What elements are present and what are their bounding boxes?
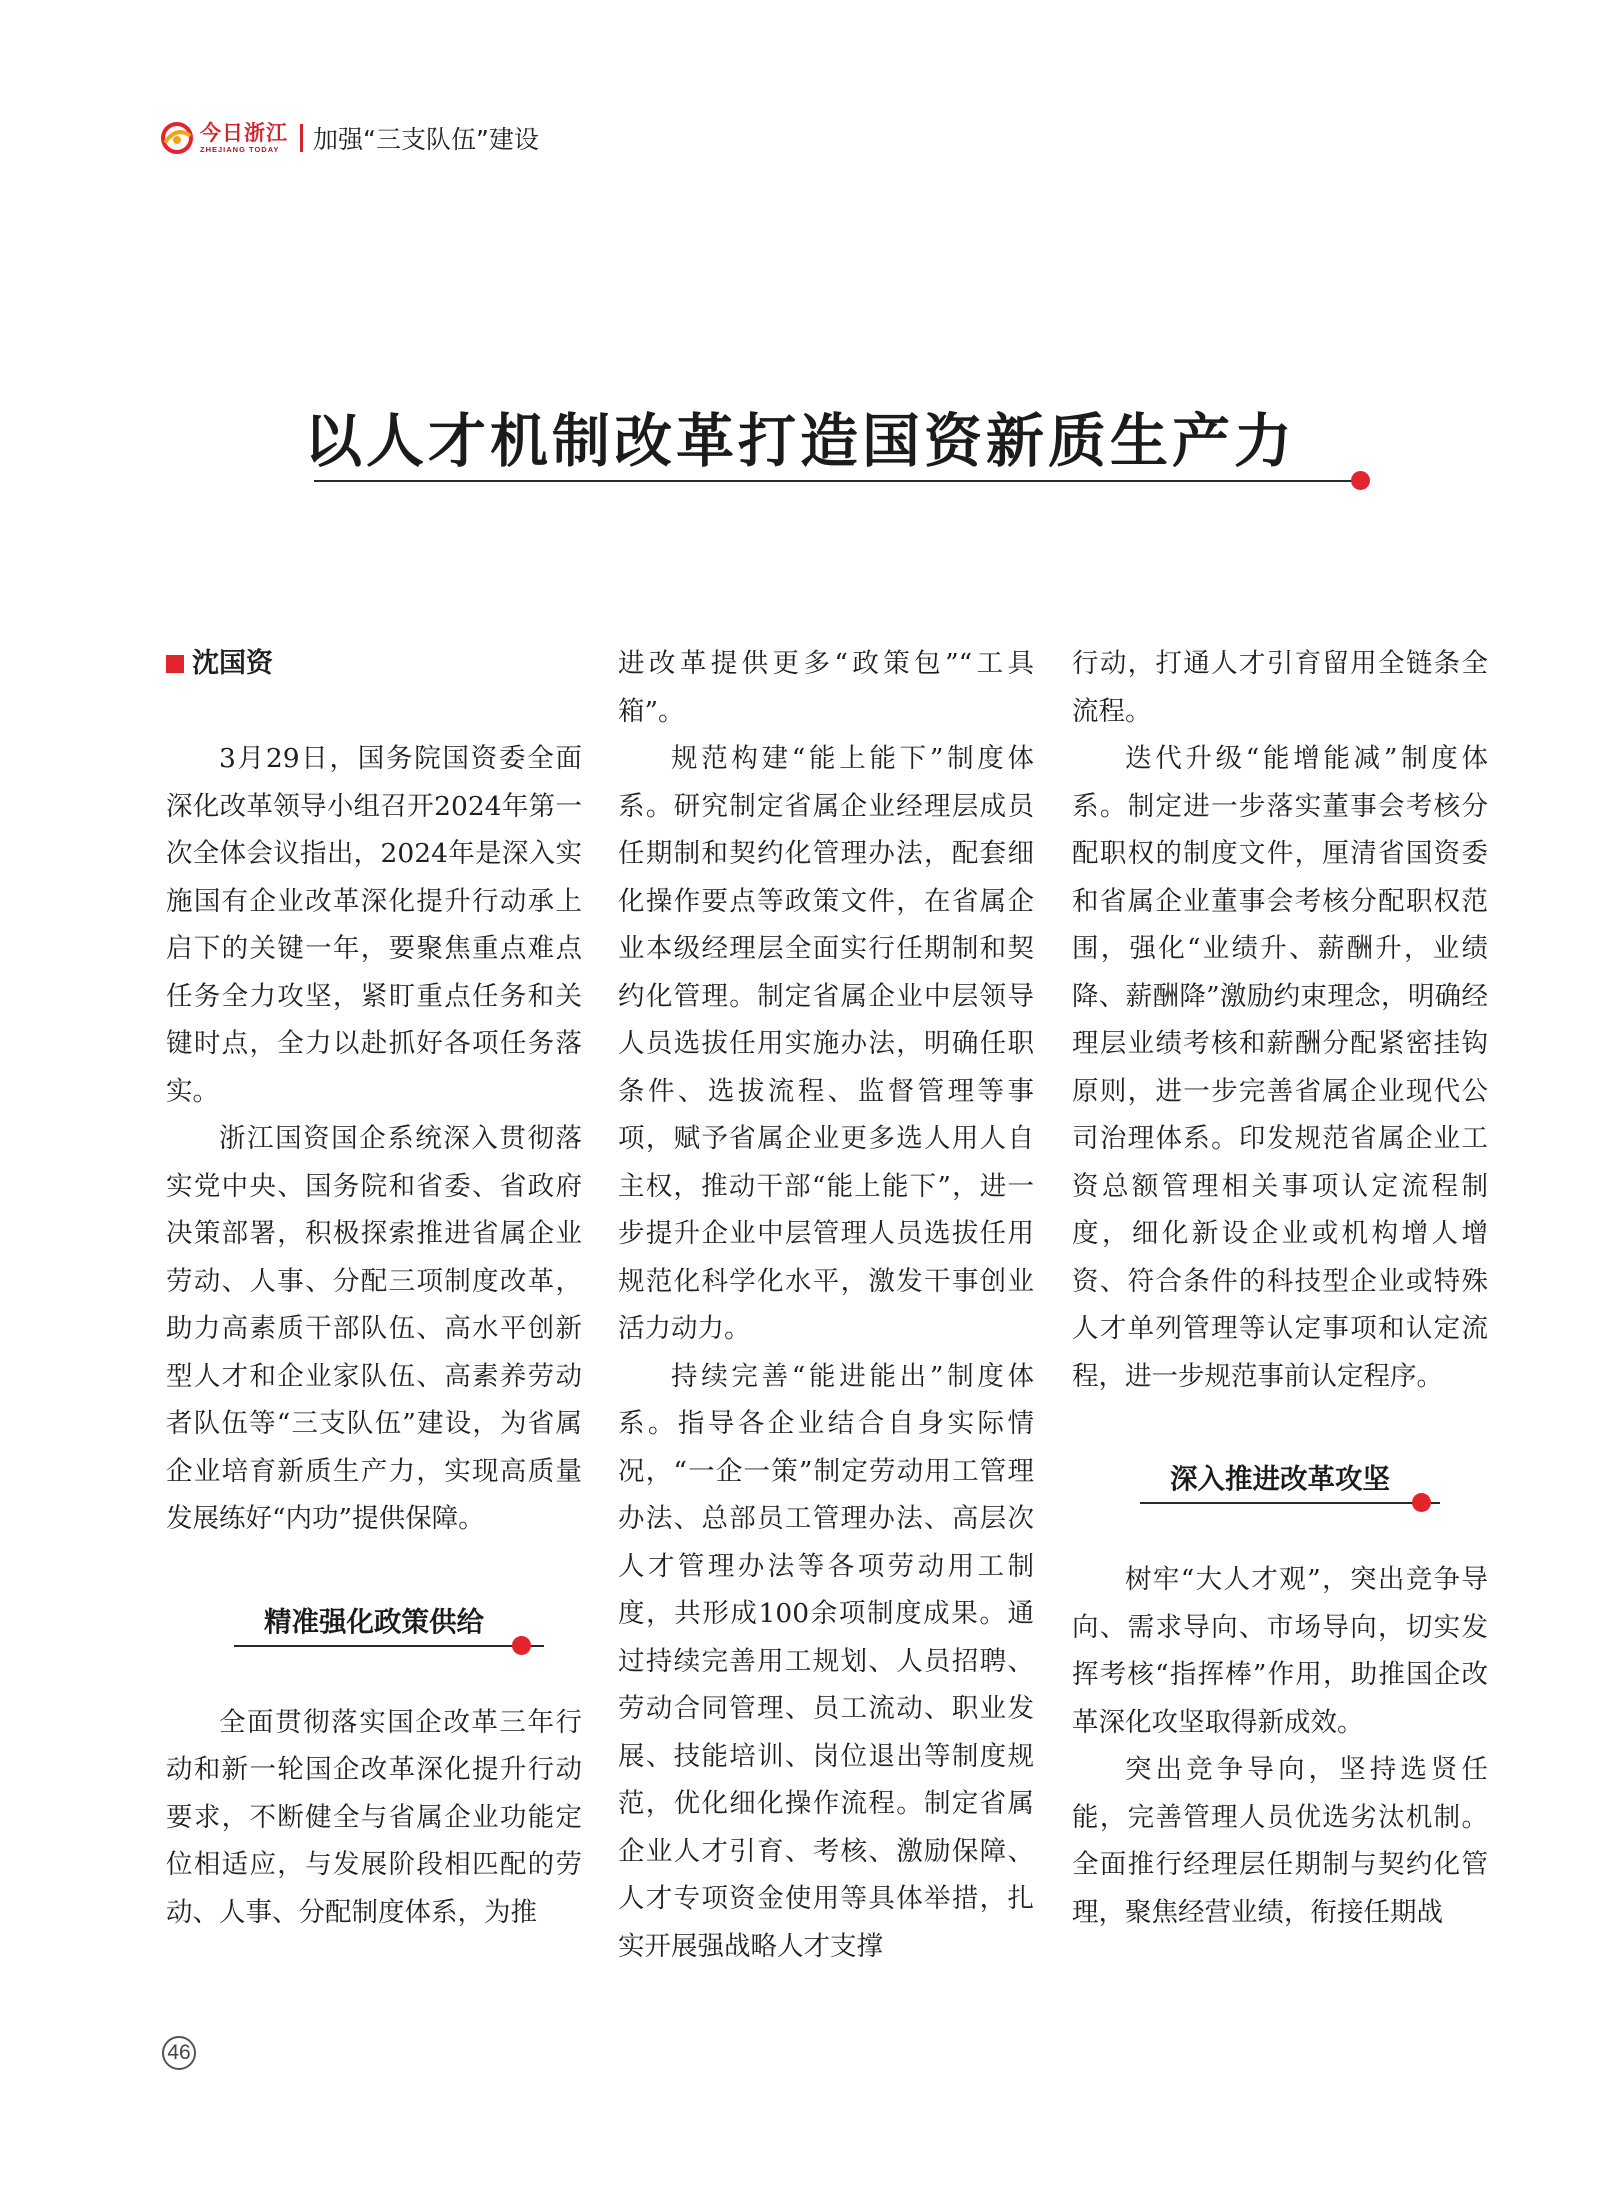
paragraph: 浙江国资国企系统深入贯彻落实党中央、国务院和省委、省政府决策部署，积极探索推进省属企业劳动、人事、分配三项制度改革，助力高素质干部队伍、高水平创新型人才和企业家队伍、高素养劳动者队伍等“三支队伍”建设，为省属企业培育新质生产力，实现高质量发展练好“内功”提供保障。: [166, 1123, 582, 1534]
subheading-dot-icon: [512, 1636, 531, 1655]
paragraph-continued: 进改革提供更多“政策包”“工具箱”。: [618, 648, 1034, 727]
title-underline: [314, 480, 1360, 482]
subheading-text: 深入推进改革攻坚: [1170, 1463, 1390, 1495]
title-dot-icon: [1351, 471, 1370, 490]
paragraph: 持续完善“能进能出”制度体系。指导各企业结合自身实际情况，“一企一策”制定劳动用工管理办法、总部员工管理办法、高层次人才管理办法等各项劳动用工制度，共形成100余项制度成果。通过持续完善用工规划、人员招聘、劳动合同管理、员工流动、职业发展、技能培训、岗位退出等制度规范，优化细化操作流程。制定省属企业人才引育、考核、激励保障、人才专项资金使用等具体举措，扎实开展强战略人才支撑: [618, 1360, 1034, 1962]
paragraph-continued: 行动，打通人才引育留用全链条全流程。: [1072, 648, 1488, 727]
page-number: 46: [162, 2036, 196, 2070]
header-divider: [300, 124, 303, 152]
paragraph: 突出竞争导向，坚持选贤任能，完善管理人员优选劣汰机制。全面推行经理层任期制与契约化管理，聚焦经营业绩，衔接任期战: [1072, 1754, 1488, 1928]
article-title: 以人才机制改革打造国资新质生产力: [303, 407, 1296, 475]
logo-english-text: ZHEJIANG TODAY: [200, 145, 280, 155]
subheading-policy: [166, 1587, 582, 1659]
subheading-dot-icon: [1412, 1493, 1431, 1512]
section-title: 加强“三支队伍”建设: [313, 125, 539, 154]
paragraph: 3月29日，国务院国资委全面深化改革领导小组召开2024年第一次全体会议指出，2024年是深入实施国有企业改革深化提升行动承上启下的关键一年，要聚焦重点难点任务全力攻坚，紧盯重点任务和关键时点，全力以赴抓好各项任务落实。: [166, 743, 582, 1107]
logo-swirl-icon: [160, 121, 194, 155]
logo: [160, 121, 288, 155]
author-name: 沈国资: [192, 647, 273, 679]
paragraph: 全面贯彻落实国企改革三年行动和新一轮国企改革深化提升行动要求，不断健全与省属企业功能定位相适应，与发展阶段相匹配的劳动、人事、分配制度体系，为推: [166, 1706, 582, 1928]
author-byline: [166, 640, 582, 687]
paragraph: 规范构建“能上能下”制度体系。研究制定省属企业经理层成员任期制和契约化管理办法，配套细化操作要点等政策文件，在省属企业本级经理层全面实行任期制和契约化管理。制定省属企业中层领导人员选拔任用实施办法，明确任职条件、选拔流程、监督管理等事项，赋予省属企业更多选人用人自主权，推动干部“能上能下”，进一步提升企业中层管理人员选拔任用规范化科学化水平，激发干事创业活力动力。: [618, 743, 1034, 1344]
subheading-text: 精准强化政策供给: [264, 1605, 484, 1638]
logo-chinese-text: 今日浙江: [200, 120, 288, 146]
column-1: [166, 640, 582, 1936]
red-square-icon: [166, 655, 184, 673]
column-2: [618, 640, 1034, 1970]
subheading-reform: [1072, 1444, 1488, 1516]
page-header: [160, 116, 539, 160]
column-3: [1072, 640, 1488, 1936]
paragraph: 迭代升级“能增能减”制度体系。制定进一步落实董事会考核分配职权的制度文件，厘清省国资委和省属企业董事会考核分配职权范围，强化“业绩升、薪酬升，业绩降、薪酬降”激励约束理念，明确经理层业绩考核和薪酬分配紧密挂钩原则，进一步完善省属企业现代公司治理体系。印发规范省属企业工资总额管理相关事项认定流程制度，细化新设企业或机构增人增资、符合条件的科技型企业或特殊人才单列管理等认定事项和认定流程，进一步规范事前认定程序。: [1072, 743, 1488, 1392]
paragraph: 树牢“大人才观”，突出竞争导向、需求导向、市场导向，切实发挥考核“指挥棒”作用，助推国企改革深化攻坚取得新成效。: [1072, 1564, 1488, 1738]
subheading-underline: [1140, 1502, 1440, 1504]
subheading-underline: [234, 1645, 544, 1647]
